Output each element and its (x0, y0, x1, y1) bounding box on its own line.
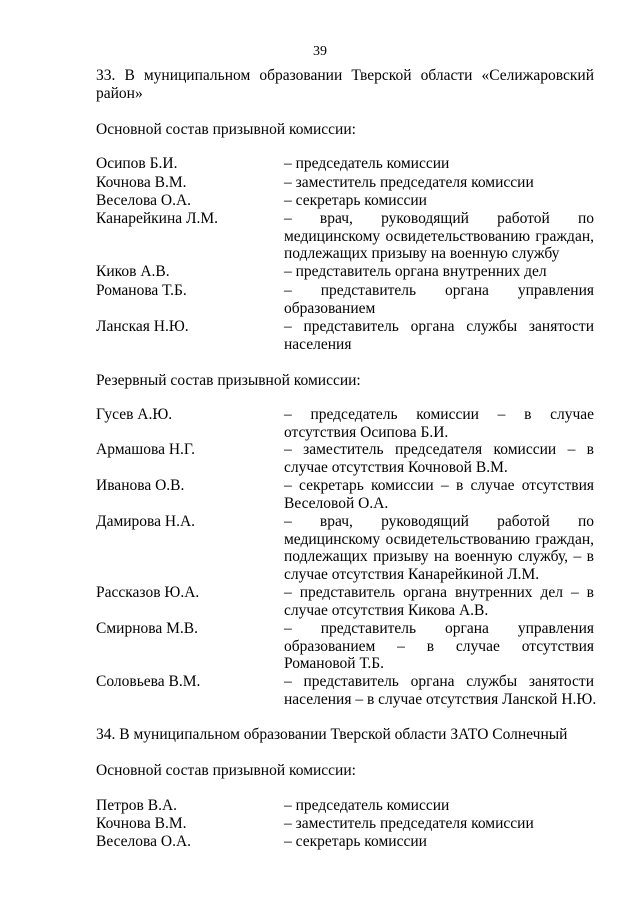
member-role (284, 192, 594, 210)
member-role (284, 673, 597, 708)
role-line: подлежащих призыву на военную службу (284, 245, 560, 262)
role-line: подлежащих призыву на военную службу, – в (284, 548, 594, 565)
role-line: – представитель органа внутренних дел – в (284, 584, 594, 601)
role-line: – секретарь комиссии (284, 192, 427, 209)
section-33-reserve-title: Резервный состав призывной комиссии: (96, 372, 361, 389)
role-line: отсутствия Осипова Б.И. (284, 423, 449, 441)
member-name: Романова Т.Б. (96, 282, 187, 299)
role-line: – секретарь комиссии – в случае отсутствия (284, 477, 594, 494)
section-34-heading: 34. В муниципальном образовании Тверской области ЗАТО Солнечный (96, 726, 568, 743)
role-line: – врач, руководящий работой по (284, 210, 594, 227)
member-role (284, 210, 594, 263)
role-line: случае отсутствия Кочновой В.М. (284, 458, 508, 476)
section-34-main-title: Основной состав призывной комиссии: (96, 762, 356, 779)
member-name: Киков А.В. (96, 263, 170, 280)
role-line: случае отсутствия Канарейкиной Л.М. (284, 565, 540, 583)
member-name: Иванова О.В. (96, 477, 185, 494)
role-line: – председатель комиссии (284, 155, 450, 172)
section-33-heading-line-1: 33. В муниципальном образовании Тверской области «Селижаровский (96, 67, 594, 84)
member-role (284, 406, 594, 441)
member-role (284, 584, 594, 619)
member-role (284, 477, 594, 512)
role-line: – заместитель председателя комиссии – в (284, 441, 594, 458)
member-role (284, 620, 594, 673)
member-role (284, 441, 594, 476)
role-line: – представитель органа службы занятости (284, 318, 594, 335)
role-line: Веселовой О.А. (284, 494, 389, 512)
role-line: – врач, руководящий работой по (284, 513, 594, 530)
role-line: образованием – в случае отсутствия (284, 637, 594, 655)
member-name: Канарейкина Л.М. (96, 210, 219, 227)
member-name: Рассказов Ю.А. (96, 584, 200, 601)
member-name: Осипов Б.И. (96, 155, 178, 172)
member-role (284, 815, 594, 833)
role-line: медицинскому освидетельствованию граждан, (284, 530, 594, 548)
role-line: – представитель органа внутренних дел (284, 263, 547, 280)
member-role (284, 797, 594, 815)
member-name: Смирнова М.В. (96, 620, 198, 637)
role-line: – председатель комиссии – в случае (284, 406, 594, 423)
member-name: Кочнова В.М. (96, 174, 187, 191)
member-role (284, 155, 594, 173)
role-line: – представитель органа службы занятости (284, 673, 594, 690)
member-role (284, 318, 594, 353)
role-line: образованием (284, 299, 376, 317)
role-line: – председатель комиссии (284, 797, 450, 814)
role-line: – представитель органа управления (284, 282, 594, 299)
role-line: – представитель органа управления (284, 620, 594, 637)
section-33-heading (96, 67, 594, 102)
member-name: Веселова О.А. (96, 833, 192, 850)
role-line: населения (284, 335, 352, 353)
role-line: – секретарь комиссии (284, 833, 427, 850)
role-line: – заместитель председателя комиссии (284, 174, 534, 191)
member-role (284, 282, 594, 317)
member-name: Армашова Н.Г. (96, 441, 196, 458)
member-role (284, 263, 594, 281)
member-name: Веселова О.А. (96, 192, 192, 209)
role-line: Романовой Т.Б. (284, 655, 385, 672)
member-name: Дамирова Н.А. (96, 513, 196, 530)
member-name: Гусев А.Ю. (96, 406, 173, 423)
member-name: Соловьева В.М. (96, 673, 201, 690)
member-role (284, 174, 594, 192)
member-name: Кочнова В.М. (96, 815, 187, 832)
page-number: 39 (313, 44, 327, 59)
section-33-main-title: Основной состав призывной комиссии: (96, 121, 356, 138)
member-role (284, 513, 594, 583)
role-line: населения – в случае отсутствия Ланской Н.Ю. (284, 690, 597, 708)
member-role (284, 833, 594, 851)
member-name: Петров В.А. (96, 797, 178, 814)
role-line: случае отсутствия Кикова А.В. (284, 601, 489, 619)
member-name: Ланская Н.Ю. (96, 318, 189, 335)
section-33-heading-line-2: район» (96, 84, 143, 102)
role-line: медицинскому освидетельствованию граждан, (284, 227, 594, 245)
role-line: – заместитель председателя комиссии (284, 815, 534, 832)
